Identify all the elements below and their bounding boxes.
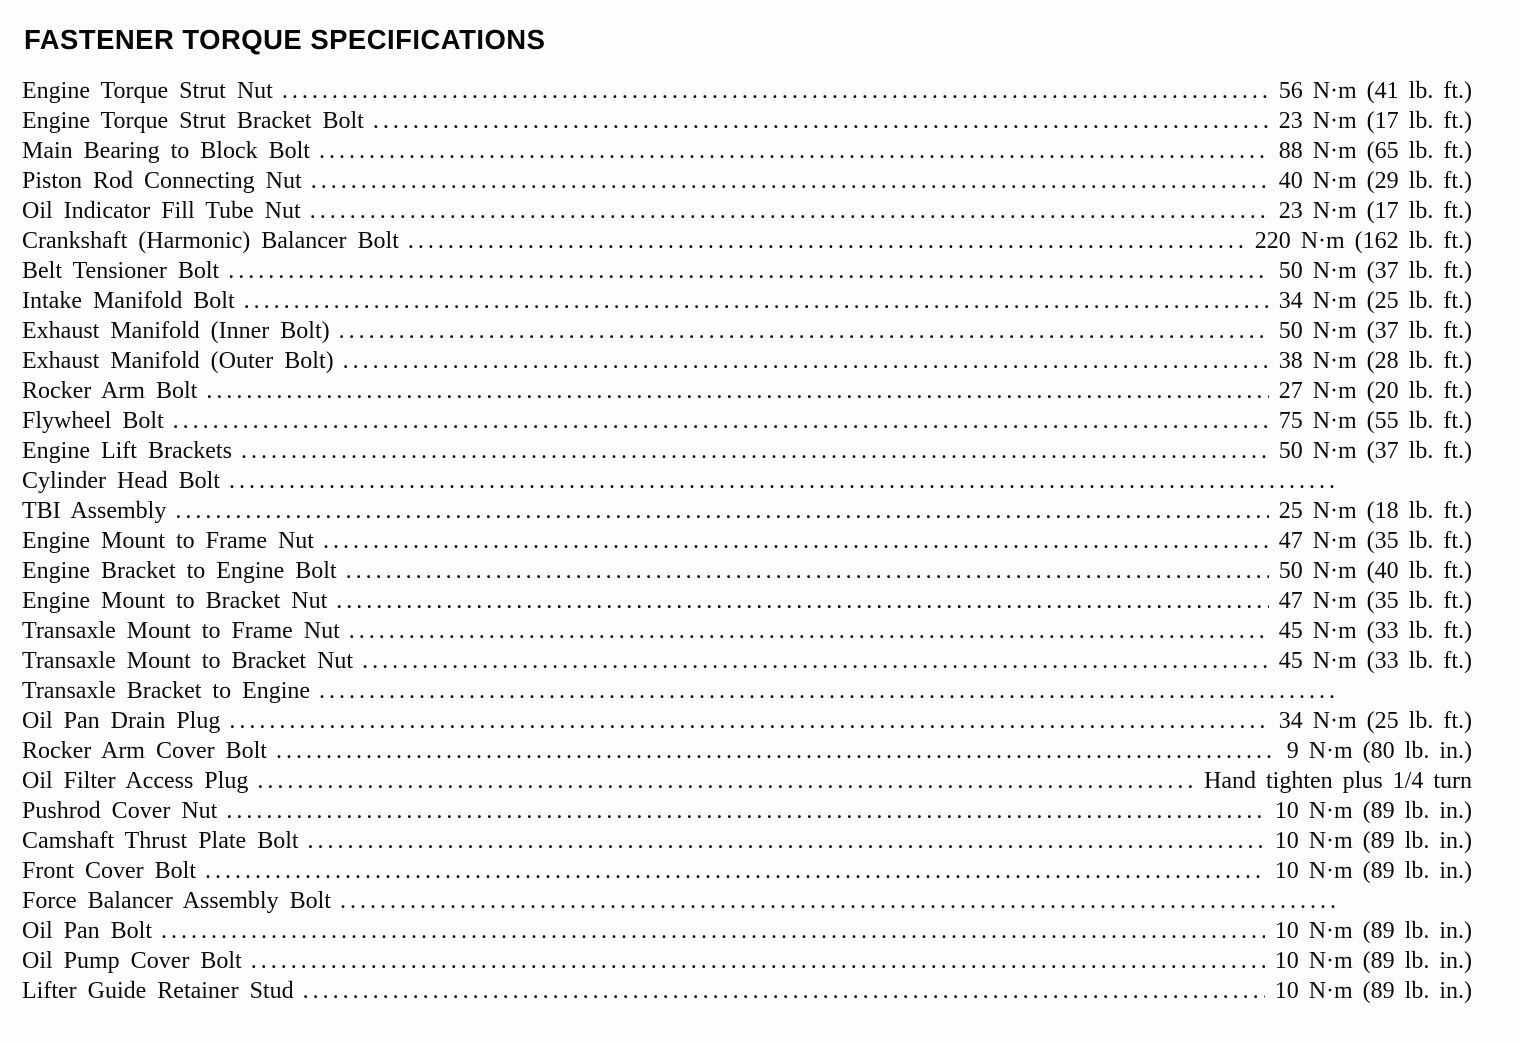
dot-leader	[173, 406, 1269, 436]
spec-name: Engine Torque Strut Nut	[22, 78, 273, 104]
spec-row	[22, 526, 1472, 556]
spec-name: Engine Bracket to Engine Bolt	[22, 558, 337, 584]
spec-value: 10 N·m (89 lb. in.)	[1274, 828, 1472, 854]
spec-value: 10 N·m (89 lb. in.)	[1274, 798, 1472, 824]
spec-name: Transaxle Mount to Frame Nut	[22, 618, 340, 644]
dot-leader	[229, 706, 1268, 736]
spec-name: Oil Pan Drain Plug	[22, 708, 221, 734]
dot-leader	[244, 286, 1269, 316]
spec-value: 47 N·m (35 lb. ft.)	[1278, 528, 1472, 554]
spec-row	[22, 256, 1472, 286]
dot-leader	[349, 616, 1269, 646]
spec-value: 34 N·m (25 lb. ft.)	[1278, 288, 1472, 314]
dot-leader	[339, 316, 1269, 346]
dot-leader	[282, 76, 1269, 106]
dot-leader	[206, 376, 1268, 406]
spec-row	[22, 76, 1472, 106]
spec-row	[22, 106, 1472, 136]
spec-name: Front Cover Bolt	[22, 858, 197, 884]
dot-leader	[175, 496, 1268, 526]
spec-value: 50 N·m (37 lb. ft.)	[1278, 258, 1472, 284]
spec-name: Belt Tensioner Bolt	[22, 258, 220, 284]
spec-name: Oil Pump Cover Bolt	[22, 948, 242, 974]
dot-leader	[319, 676, 1339, 706]
page-title: FASTENER TORQUE SPECIFICATIONS	[24, 24, 546, 55]
spec-name: Intake Manifold Bolt	[22, 288, 235, 314]
spec-name: Piston Rod Connecting Nut	[22, 168, 302, 194]
spec-row	[22, 586, 1472, 616]
spec-value: 40 N·m (29 lb. ft.)	[1278, 168, 1472, 194]
spec-row	[22, 466, 1472, 496]
spec-row	[22, 976, 1472, 1006]
spec-row	[22, 286, 1472, 316]
spec-row	[22, 226, 1472, 256]
dot-leader	[323, 526, 1269, 556]
spec-value: 45 N·m (33 lb. ft.)	[1278, 618, 1472, 644]
dot-leader	[362, 646, 1269, 676]
spec-row	[22, 406, 1472, 436]
spec-value: 25 N·m (18 lb. ft.)	[1278, 498, 1472, 524]
spec-name: Oil Pan Bolt	[22, 918, 153, 944]
spec-name: Rocker Arm Cover Bolt	[22, 738, 267, 764]
spec-row	[22, 346, 1472, 376]
spec-name: Main Bearing to Block Bolt	[22, 138, 310, 164]
spec-value: 23 N·m (17 lb. ft.)	[1278, 108, 1472, 134]
spec-value: 50 N·m (37 lb. ft.)	[1278, 318, 1472, 344]
dot-leader	[205, 856, 1265, 886]
spec-value: 47 N·m (35 lb. ft.)	[1278, 588, 1472, 614]
dot-leader	[343, 346, 1269, 376]
spec-name: Exhaust Manifold (Inner Bolt)	[22, 318, 330, 344]
spec-value: 10 N·m (89 lb. in.)	[1274, 858, 1472, 884]
spec-name: Force Balancer Assembly Bolt	[22, 888, 331, 914]
spec-value: 10 N·m (89 lb. in.)	[1274, 918, 1472, 944]
dot-leader	[303, 976, 1265, 1006]
spec-name: Cylinder Head Bolt	[22, 468, 220, 494]
spec-name: Transaxle Mount to Bracket Nut	[22, 648, 354, 674]
spec-name: Oil Filter Access Plug	[22, 768, 249, 794]
spec-value: 45 N·m (33 lb. ft.)	[1278, 648, 1472, 674]
spec-row	[22, 856, 1472, 886]
spec-row	[22, 736, 1472, 766]
spec-name: Lifter Guide Retainer Stud	[22, 978, 294, 1004]
spec-value: 9 N·m (80 lb. in.)	[1286, 738, 1472, 764]
spec-value: 38 N·m (28 lb. ft.)	[1278, 348, 1472, 374]
spec-value: 56 N·m (41 lb. ft.)	[1278, 78, 1472, 104]
dot-leader	[276, 736, 1277, 766]
spec-value: 34 N·m (25 lb. ft.)	[1278, 708, 1472, 734]
spec-row	[22, 166, 1472, 196]
spec-name: Engine Mount to Frame Nut	[22, 528, 314, 554]
spec-row	[22, 436, 1472, 466]
spec-value: 10 N·m (89 lb. in.)	[1274, 978, 1472, 1004]
spec-row	[22, 916, 1472, 946]
spec-row	[22, 646, 1472, 676]
spec-name: Engine Lift Brackets	[22, 438, 232, 464]
dot-leader	[161, 916, 1265, 946]
spec-value: 27 N·m (20 lb. ft.)	[1278, 378, 1472, 404]
spec-name: Pushrod Cover Nut	[22, 798, 218, 824]
spec-row	[22, 706, 1472, 736]
dot-leader	[226, 796, 1264, 826]
dot-leader	[308, 826, 1265, 856]
dot-leader	[241, 436, 1269, 466]
spec-row	[22, 676, 1472, 706]
spec-value: 75 N·m (55 lb. ft.)	[1278, 408, 1472, 434]
spec-value: 50 N·m (40 lb. ft.)	[1278, 558, 1472, 584]
spec-name: Rocker Arm Bolt	[22, 378, 198, 404]
spec-name: Transaxle Bracket to Engine	[22, 678, 311, 704]
dot-leader	[336, 586, 1268, 616]
dot-leader	[346, 556, 1269, 586]
spec-name: Flywheel Bolt	[22, 408, 164, 434]
spec-row	[22, 766, 1472, 796]
torque-spec-list	[22, 76, 1472, 1006]
spec-value: 220 N·m (162 lb. ft.)	[1254, 228, 1472, 254]
spec-row	[22, 886, 1472, 916]
spec-row	[22, 376, 1472, 406]
dot-leader	[373, 106, 1269, 136]
spec-value: Hand tighten plus 1/4 turn	[1204, 768, 1472, 794]
spec-row	[22, 496, 1472, 526]
dot-leader	[229, 466, 1339, 496]
spec-name: Crankshaft (Harmonic) Balancer Bolt	[22, 228, 399, 254]
spec-row	[22, 796, 1472, 826]
spec-row	[22, 136, 1472, 166]
spec-name: Oil Indicator Fill Tube Nut	[22, 198, 301, 224]
spec-value: 23 N·m (17 lb. ft.)	[1278, 198, 1472, 224]
spec-name: Engine Torque Strut Bracket Bolt	[22, 108, 364, 134]
spec-name: Camshaft Thrust Plate Bolt	[22, 828, 299, 854]
dot-leader	[251, 946, 1265, 976]
spec-name: Engine Mount to Bracket Nut	[22, 588, 328, 614]
dot-leader	[257, 766, 1194, 796]
dot-leader	[228, 256, 1268, 286]
spec-row	[22, 946, 1472, 976]
spec-row	[22, 556, 1472, 586]
spec-row	[22, 196, 1472, 226]
dot-leader	[340, 886, 1339, 916]
spec-row	[22, 826, 1472, 856]
spec-value: 10 N·m (89 lb. in.)	[1274, 948, 1472, 974]
dot-leader	[319, 136, 1269, 166]
spec-row	[22, 616, 1472, 646]
spec-value: 88 N·m (65 lb. ft.)	[1278, 138, 1472, 164]
spec-value: 50 N·m (37 lb. ft.)	[1278, 438, 1472, 464]
spec-name: TBI Assembly	[22, 498, 167, 524]
dot-leader	[311, 166, 1269, 196]
spec-name: Exhaust Manifold (Outer Bolt)	[22, 348, 334, 374]
spec-row	[22, 316, 1472, 346]
dot-leader	[310, 196, 1269, 226]
dot-leader	[408, 226, 1245, 256]
